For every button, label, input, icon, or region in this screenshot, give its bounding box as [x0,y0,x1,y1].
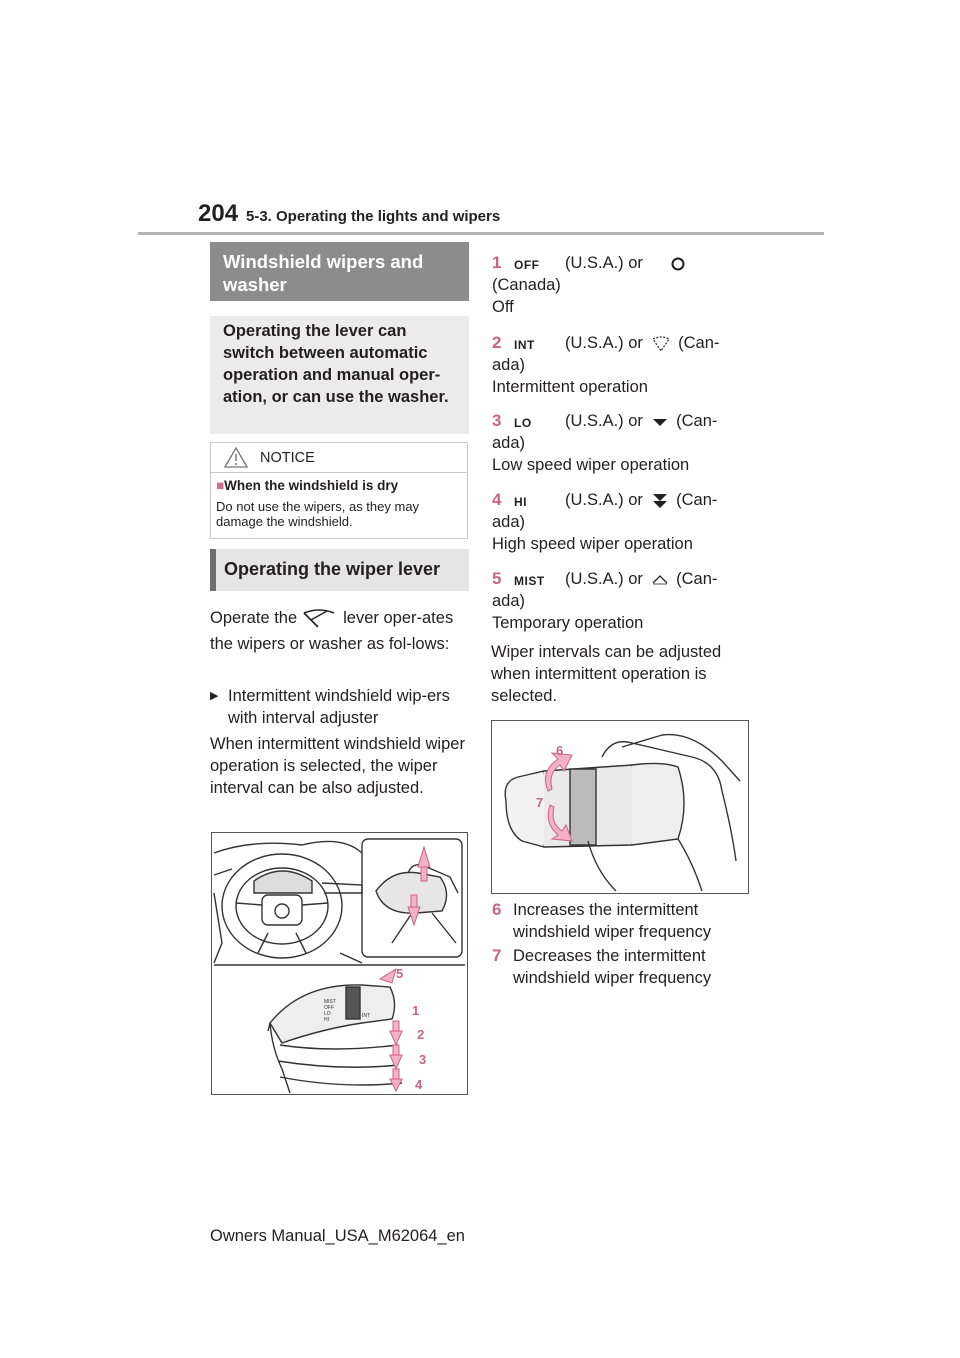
notice-subheading: ■When the windshield is dry [216,478,399,493]
notice-body: Do not use the wipers, as they may damage the windshield. [216,499,420,529]
interval-adjuster-illustration [492,721,748,893]
footer-manual-id: Owners Manual_USA_M62064_en [210,1227,465,1245]
lever-text-int: INT [362,1013,371,1019]
int-symbol: INT [514,338,535,352]
mist-icon [648,573,672,587]
triangle-bullet-icon: ▶ [210,690,219,702]
square-bullet-icon: ■ [216,478,225,493]
lever-text-off: OFF [324,1005,334,1011]
mist-symbol: MIST [514,574,545,588]
figure-label-4: 4 [415,1077,423,1092]
page-number: 204 [198,200,239,227]
intermittent-wiper-icon [648,335,674,353]
high-speed-icon [648,492,672,510]
notice-label: NOTICE [260,450,315,466]
wiper-lever-icon [301,609,337,629]
hi-symbol: HI [514,495,527,509]
adjust-paragraph: Wiper intervals can be adjusted when intermittent operation is selected. [491,643,722,705]
lever-text-mist: MIST [324,999,336,1005]
figure-label-6: 6 [556,743,564,758]
lever-text-lo: LO [324,1011,331,1017]
header-rule [138,232,824,235]
interval-adjuster-figure [491,720,749,894]
section-title: 5-3. Operating the lights and wipers [246,208,501,225]
figure-label-7: 7 [536,795,544,810]
wiper-lever-illustration [212,833,467,1094]
topic-title: Windshield wipers and washer [210,242,469,301]
warning-icon [224,447,248,468]
lever-text-hi: HI [324,1017,329,1023]
off-circle-icon [648,256,688,272]
subsection-title: Operating the wiper lever [210,549,469,591]
summary-box: Operating the lever can switch between automatic operation and manual oper-ation, or can use the washer. [210,316,469,434]
notice-box [210,442,468,539]
figure-label-2: 2 [417,1027,425,1042]
intro-paragraph: Operate the lever oper-ates the wipers or washer as fol-lows: [210,609,454,653]
figure-label-3: 3 [419,1052,427,1067]
notice-header [211,443,467,473]
low-speed-icon [648,415,672,429]
wiper-lever-figure [211,832,468,1095]
figure-label-1: 1 [412,1003,420,1018]
lo-symbol: LO [514,416,532,430]
off-symbol: OFF [514,258,540,272]
interval-paragraph: When intermittent windshield wiper operation is selected, the wiper interval can be also adjusted. [210,735,465,797]
figure-label-5: 5 [396,966,404,981]
